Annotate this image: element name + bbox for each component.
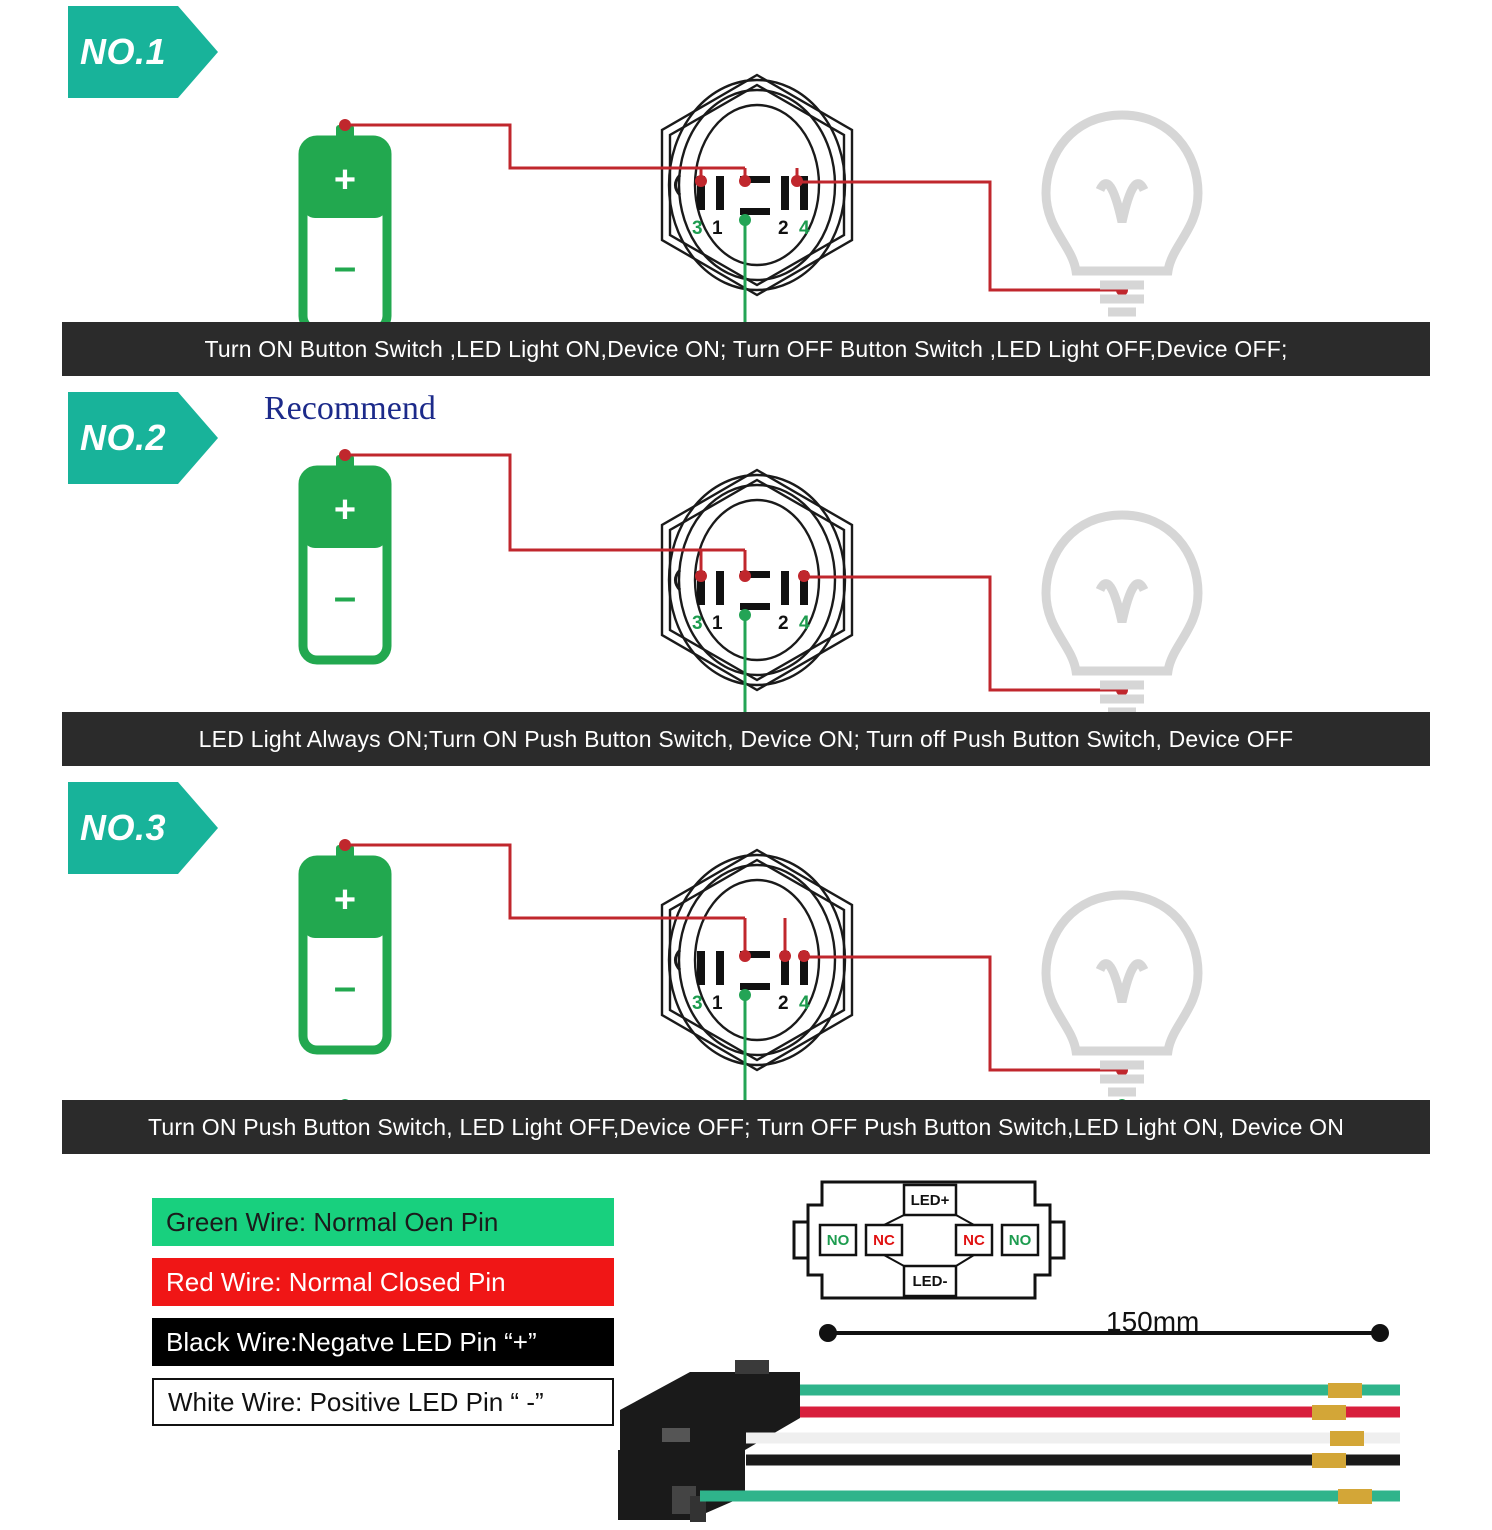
switch-pins-3 <box>692 951 810 1014</box>
section-tag-label: NO.1 <box>79 31 167 72</box>
caption-3: Turn ON Push Button Switch, LED Light OFF,Device OFF; Turn OFF Push Button Switch,LED Light ON, Device ON <box>62 1100 1430 1154</box>
wiring-diagram-3 <box>0 800 1492 1130</box>
light-bulb-1 <box>1046 115 1198 312</box>
svg-text:NO: NO <box>826 1232 850 1249</box>
harness-length-label: 150mm <box>1106 1306 1200 1337</box>
legend-label: White Wire: Positive LED Pin “ -” <box>168 1386 544 1417</box>
svg-text:4: 4 <box>799 613 810 634</box>
svg-text:1: 1 <box>712 218 723 239</box>
dimension-dot-right <box>1371 1324 1389 1342</box>
svg-text:3: 3 <box>692 218 703 239</box>
svg-text:LED-: LED- <box>912 1273 948 1290</box>
svg-text:+: + <box>333 489 357 531</box>
wires <box>700 1390 1400 1496</box>
dimension-dot-left <box>819 1324 837 1342</box>
svg-text:2: 2 <box>778 218 789 239</box>
battery-2 <box>303 455 387 660</box>
svg-text:LED+: LED+ <box>910 1192 950 1209</box>
recommend-note: Recommend <box>264 390 436 427</box>
caption-1: Turn ON Button Switch ,LED Light ON,Device ON; Turn OFF Button Switch ,LED Light OFF,Device OFF; <box>62 322 1430 376</box>
legend-label: Green Wire: Normal Oen Pin <box>166 1206 499 1237</box>
section-tag-label: NO.2 <box>79 417 167 458</box>
light-bulb-2 <box>1046 515 1198 712</box>
caption-2: LED Light Always ON;Turn ON Push Button Switch, Device ON; Turn off Push Button Switch, Device OFF <box>62 712 1430 766</box>
svg-text:–: – <box>333 575 357 619</box>
svg-text:–: – <box>333 965 357 1009</box>
svg-text:4: 4 <box>799 993 810 1014</box>
battery-1 <box>303 125 387 330</box>
switch-pins-2 <box>692 571 810 634</box>
svg-text:2: 2 <box>778 613 789 634</box>
legend-red-wire <box>152 1258 614 1306</box>
wiring-diagram-2 <box>0 410 1492 740</box>
red-wires-1 <box>339 119 1128 296</box>
svg-text:+: + <box>333 879 357 921</box>
svg-text:3: 3 <box>692 613 703 634</box>
wire-harness <box>0 1300 1492 1530</box>
svg-text:NC: NC <box>963 1232 985 1249</box>
svg-text:1: 1 <box>712 993 723 1014</box>
svg-text:NC: NC <box>873 1232 895 1249</box>
svg-text:2: 2 <box>778 993 789 1014</box>
svg-text:–: – <box>333 245 357 289</box>
switch-body-3 <box>662 850 852 1070</box>
svg-text:NO: NO <box>1008 1232 1032 1249</box>
legend-label: Red Wire: Normal Closed Pin <box>166 1266 506 1297</box>
switch-body-2 <box>662 470 852 690</box>
switch-body-1 <box>662 75 852 295</box>
red-wires-2 <box>339 449 1128 696</box>
wiring-diagram-1 <box>0 40 1492 370</box>
svg-text:3: 3 <box>692 993 703 1014</box>
section-tag-label: NO.3 <box>79 807 167 848</box>
svg-text:4: 4 <box>799 218 810 239</box>
light-bulb-3 <box>1046 895 1198 1092</box>
switch-pins-1 <box>692 176 810 239</box>
svg-text:1: 1 <box>712 613 723 634</box>
legend-label: Black Wire:Negatve LED Pin “+” <box>166 1326 537 1357</box>
battery-3 <box>303 845 387 1050</box>
svg-text:+: + <box>333 159 357 201</box>
legend-green-wire <box>152 1198 614 1246</box>
